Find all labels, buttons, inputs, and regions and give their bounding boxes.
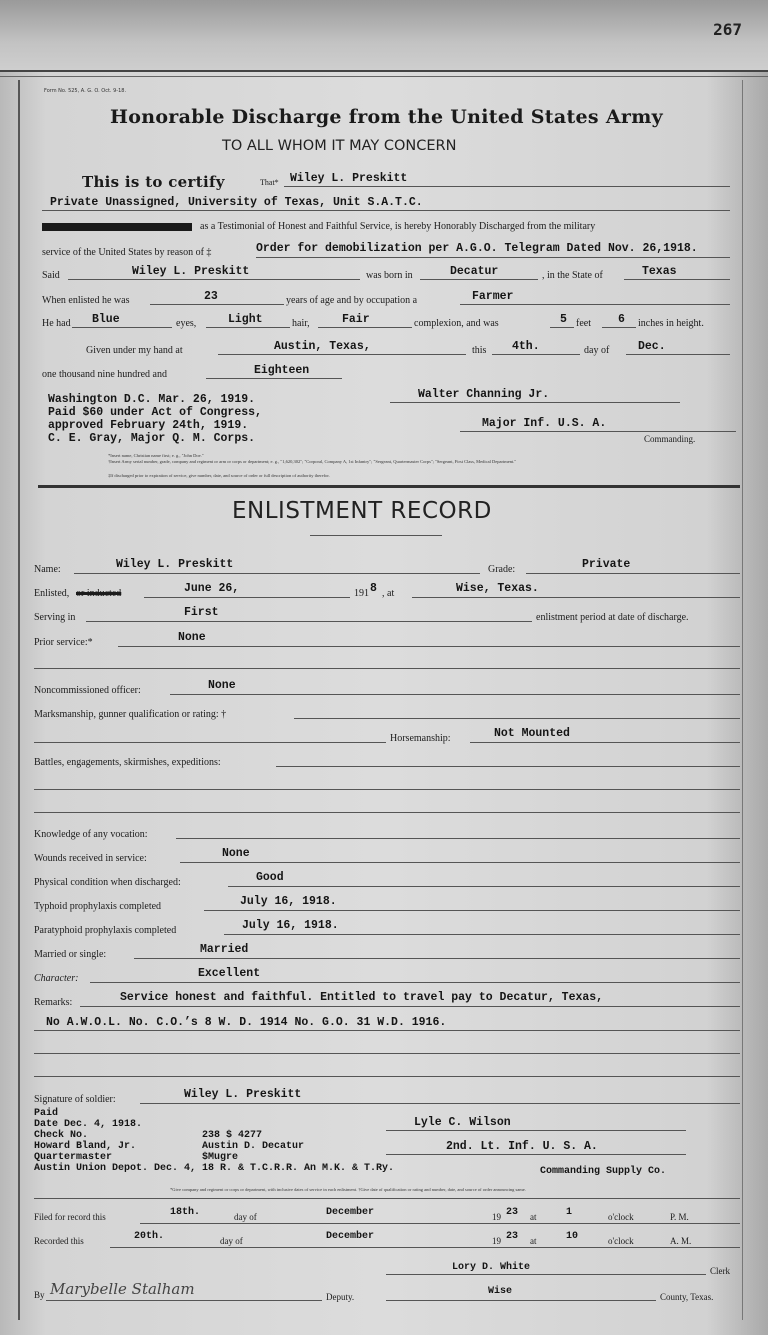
form-rule xyxy=(386,1274,706,1275)
complexion-label: complexion, and was xyxy=(414,318,499,329)
clerk-name: Lory D. White xyxy=(452,1262,531,1273)
redacted-stamp xyxy=(42,223,192,231)
commanding-supply: Commanding Supply Co. xyxy=(540,1166,667,1177)
paid-stamp-line: Paid xyxy=(34,1108,59,1119)
form-rule xyxy=(624,279,730,280)
paid-stamp-line: Check No. xyxy=(34,1130,89,1141)
enlisted-place: Wise, Texas. xyxy=(456,582,539,595)
paid-stamp-line: Austin Union Depot. Dec. 4, 18 R. & T.C.R.R. An M.K. & T.Ry. xyxy=(34,1163,395,1174)
form-rule xyxy=(550,327,574,328)
form-rule xyxy=(80,1006,740,1007)
birthplace: Decatur xyxy=(450,265,499,278)
form-rule xyxy=(386,1300,656,1301)
form-rule xyxy=(68,279,360,280)
form-rule xyxy=(294,718,740,719)
payment-note-line: Washington D.C. Mar. 26, 1919. xyxy=(48,393,256,406)
form-rule xyxy=(170,694,740,695)
form-rule xyxy=(180,862,740,863)
remarks-label: Remarks: xyxy=(34,997,73,1008)
occupation: Farmer xyxy=(472,290,514,303)
form-rule xyxy=(284,186,730,187)
paid-stamp-line: Howard Bland, Jr. xyxy=(34,1141,137,1152)
given-month: Dec. xyxy=(638,340,666,353)
paid-stamp-line: Quartermaster xyxy=(34,1152,113,1163)
form-rule xyxy=(140,1103,740,1104)
county-name: Wise xyxy=(488,1286,513,1297)
enlisted-age-label: When enlisted he was xyxy=(42,295,130,306)
hair-color: Light xyxy=(228,313,263,326)
had-label: He had xyxy=(42,318,71,329)
eye-color: Blue xyxy=(92,313,120,326)
wounds-label: Wounds received in service: xyxy=(34,853,147,864)
prior-label: Prior service:* xyxy=(34,637,93,648)
footnote: *Insert name, Christian name first; e. g., "John Doe." xyxy=(108,453,204,458)
signature-label: Signature of soldier: xyxy=(34,1094,116,1105)
form-rule xyxy=(224,934,740,935)
hair-label: hair, xyxy=(292,318,310,329)
horse-label: Horsemanship: xyxy=(390,733,451,744)
year-label: one thousand nine hundred and xyxy=(42,369,167,380)
age-label: years of age and by occupation a xyxy=(286,295,418,306)
form-rule xyxy=(34,742,386,743)
enlisted-label: Enlisted, xyxy=(34,588,70,599)
enlisted-age: 23 xyxy=(204,290,218,303)
form-rule xyxy=(42,210,730,211)
given-place: Austin, Texas, xyxy=(274,340,371,353)
paratyphoid-date: July 16, 1918. xyxy=(242,919,339,932)
footnote: †Insert Army serial number, grade, company and regiment or arm or corps or department; e. g., "1,620,302"; "Corporal, Company A, 1st Infantry"; "Sergeant, Quartermaster Corps"; "Sergeant, First Class, Medical Department." xyxy=(108,459,517,464)
discharge-subtitle: TO ALL WHOM IT MAY CONCERN xyxy=(222,138,457,154)
filed-month: December xyxy=(326,1207,375,1218)
officer2-name: Lyle C. Wilson xyxy=(414,1116,511,1129)
form-rule xyxy=(34,1076,740,1077)
battles-label: Battles, engagements, skirmishes, expeditions: xyxy=(34,757,221,768)
ledger-top-margin xyxy=(0,0,768,72)
form-rule xyxy=(34,789,740,790)
recorded-month: December xyxy=(326,1231,375,1242)
born-label: was born in xyxy=(366,270,413,281)
nco: None xyxy=(208,679,236,692)
recorded-hour: 10 xyxy=(566,1231,579,1242)
form-rule xyxy=(256,257,730,258)
grade: Private xyxy=(582,558,631,571)
vocation-label: Knowledge of any vocation: xyxy=(34,829,148,840)
recorded-at-label: at xyxy=(530,1236,537,1246)
clerk-label: Clerk xyxy=(710,1266,730,1276)
check-amount-2: $Mugre xyxy=(202,1152,239,1163)
page-number: 267 xyxy=(713,20,742,39)
payment-note-line: C. E. Gray, Major Q. M. Corps. xyxy=(48,432,256,445)
eyes-label: eyes, xyxy=(176,318,197,329)
form-rule xyxy=(74,573,480,574)
name-label: Name: xyxy=(34,564,61,575)
filed-hour: 1 xyxy=(566,1207,573,1218)
form-rule xyxy=(176,838,740,839)
at-label: , at xyxy=(382,588,395,599)
filed-day: 18th. xyxy=(170,1207,201,1218)
form-rule xyxy=(386,1130,686,1131)
form-rule xyxy=(470,742,740,743)
physical-condition: Good xyxy=(256,871,284,884)
form-rule xyxy=(602,327,636,328)
typhoid-label: Typhoid prophylaxis completed xyxy=(34,901,162,912)
height-inches: 6 xyxy=(618,313,625,326)
payment-note-line: approved February 24th, 1919. xyxy=(48,419,249,432)
ledger-rule xyxy=(0,76,768,77)
paid-stamp-line: Date Dec. 4, 1918. xyxy=(34,1119,143,1130)
certify-label: This is to certify xyxy=(82,173,225,191)
marks-label: Marksmanship, gunner qualification or rating: † xyxy=(34,709,227,720)
form-rule xyxy=(34,1053,740,1054)
character-label: Character: xyxy=(34,973,79,984)
form-rule xyxy=(420,279,538,280)
form-rule xyxy=(118,646,740,647)
discharge-reason: Order for demobilization per A.G.O. Telegram Dated Nov. 26,1918. xyxy=(256,242,698,255)
recorded-day: 20th. xyxy=(134,1231,165,1242)
period-label: enlistment period at date of discharge. xyxy=(536,612,689,623)
deputy-signature: Marybelle Stalham xyxy=(50,1280,195,1298)
form-number: Form No. 525, A. G. O. Oct. 9-18. xyxy=(44,88,127,94)
filed-year: 23 xyxy=(506,1207,519,1218)
form-rule xyxy=(110,1247,740,1248)
fine-print: *Give company and regiment or corps or department, with inclusive dates of service in each enlistment. †Give date of qualification or rating and number, date, and source of order announcing same. xyxy=(170,1187,526,1192)
year-prefix: 191 xyxy=(354,588,369,599)
enlistee-name: Wiley L. Preskitt xyxy=(116,558,234,571)
filed-oclock: o'clock xyxy=(608,1212,634,1222)
ledger-rule xyxy=(0,70,768,72)
horsemanship: Not Mounted xyxy=(494,727,570,740)
footnote: ‡If discharged prior to expiration of service, give number, date, and source of order or full description of authority therefor. xyxy=(108,473,330,478)
deputy-label: Deputy. xyxy=(326,1292,355,1302)
year-digit: 8 xyxy=(370,582,377,595)
struck-inducted: or inducted xyxy=(76,588,122,599)
wounds: None xyxy=(222,847,250,860)
form-rule xyxy=(72,327,172,328)
filed-label: Filed for record this xyxy=(34,1212,106,1222)
recorded-oclock: o'clock xyxy=(608,1236,634,1246)
remarks-line-1: Service honest and faithful. Entitled to travel pay to Decatur, Texas, xyxy=(120,991,604,1004)
payment-note xyxy=(48,393,262,445)
this-label: this xyxy=(472,345,487,356)
enlisted-date: June 26, xyxy=(184,582,240,595)
form-rule xyxy=(390,402,680,403)
grade-label: Grade: xyxy=(488,564,516,575)
state-label: , in the State of xyxy=(542,270,603,281)
by-label: By xyxy=(34,1290,45,1300)
birth-state: Texas xyxy=(642,265,677,278)
character: Excellent xyxy=(198,967,261,980)
form-rule xyxy=(144,597,350,598)
complexion: Fair xyxy=(342,313,370,326)
form-rule xyxy=(206,327,290,328)
commanding-label: Commanding. xyxy=(644,434,696,444)
form-rule xyxy=(526,573,740,574)
filed-year-prefix: 19 xyxy=(492,1212,501,1222)
officer2-rank: 2nd. Lt. Inf. U. S. A. xyxy=(446,1140,598,1153)
form-rule xyxy=(140,1223,740,1224)
enlistment-title: ENLISTMENT RECORD xyxy=(232,498,492,524)
form-rule xyxy=(90,982,740,983)
form-rule xyxy=(34,1198,740,1199)
form-rule xyxy=(218,354,466,355)
nco-label: Noncommissioned officer: xyxy=(34,685,141,696)
filed-day-label: day of xyxy=(234,1212,257,1222)
recorded-year-prefix: 19 xyxy=(492,1236,501,1246)
check-place: Austin D. Decatur xyxy=(202,1141,305,1152)
physical-label: Physical condition when discharged: xyxy=(34,877,181,888)
form-rule xyxy=(492,354,580,355)
check-amount: 238 $ 4277 xyxy=(202,1130,263,1141)
filed-at-label: at xyxy=(530,1212,537,1222)
recorded-year: 23 xyxy=(506,1231,519,1242)
said-name: Wiley L. Preskitt xyxy=(132,265,250,278)
married-label: Married or single: xyxy=(34,949,107,960)
payment-note-line: Paid $60 under Act of Congress, xyxy=(48,406,262,419)
county-label: County, Texas. xyxy=(660,1292,714,1302)
form-rule xyxy=(46,1300,322,1301)
paratyphoid-label: Paratyphoid prophylaxis completed xyxy=(34,925,177,936)
section-divider xyxy=(38,485,740,488)
given-day: 4th. xyxy=(512,340,540,353)
service-reason-label: service of the United States by reason of ‡ xyxy=(42,247,212,258)
recorded-ampm: A. M. xyxy=(670,1236,692,1246)
form-rule xyxy=(460,304,730,305)
title-underline xyxy=(310,535,442,536)
filed-ampm: P. M. xyxy=(670,1212,689,1222)
day-label: day of xyxy=(584,345,610,356)
inches-label: inches in height. xyxy=(638,318,704,329)
form-rule xyxy=(412,597,740,598)
recorded-day-label: day of xyxy=(220,1236,243,1246)
form-rule xyxy=(34,668,740,669)
soldier-name: Wiley L. Preskitt xyxy=(290,172,408,185)
soldier-unit: Private Unassigned, University of Texas, Unit S.A.T.C. xyxy=(50,196,423,209)
form-rule xyxy=(460,431,736,432)
form-rule xyxy=(318,327,412,328)
said-label: Said xyxy=(42,270,60,281)
form-rule xyxy=(150,304,284,305)
testimonial-text: as a Testimonial of Honest and Faithful Service, is hereby Honorably Discharged from the military xyxy=(200,221,596,232)
discharge-title: Honorable Discharge from the United States Army xyxy=(110,106,663,128)
form-rule xyxy=(204,910,740,911)
officer-name: Walter Channing Jr. xyxy=(418,388,550,401)
form-rule xyxy=(86,621,532,622)
form-rule xyxy=(206,378,342,379)
serving: First xyxy=(184,606,219,619)
serving-label: Serving in xyxy=(34,612,76,623)
typhoid-date: July 16, 1918. xyxy=(240,895,337,908)
form-rule xyxy=(386,1154,686,1155)
height-feet: 5 xyxy=(560,313,567,326)
form-rule xyxy=(134,958,740,959)
form-rule xyxy=(276,766,740,767)
form-rule xyxy=(34,1030,740,1031)
soldier-signature: Wiley L. Preskitt xyxy=(184,1088,302,1101)
discharge-form xyxy=(18,80,743,1320)
given-label: Given under my hand at xyxy=(86,345,183,356)
recorded-label: Recorded this xyxy=(34,1236,84,1246)
form-rule xyxy=(228,886,740,887)
that-label: That* xyxy=(260,178,279,187)
officer-rank: Major Inf. U.S. A. xyxy=(482,417,607,430)
feet-label: feet xyxy=(576,318,591,329)
form-rule xyxy=(626,354,730,355)
marital-status: Married xyxy=(200,943,249,956)
prior-service: None xyxy=(178,631,206,644)
form-rule xyxy=(34,812,740,813)
given-year: Eighteen xyxy=(254,364,310,377)
remarks-line-2: No A.W.O.L. No. C.O.’s 8 W. D. 1914 No. G.O. 31 W.D. 1916. xyxy=(46,1016,447,1029)
